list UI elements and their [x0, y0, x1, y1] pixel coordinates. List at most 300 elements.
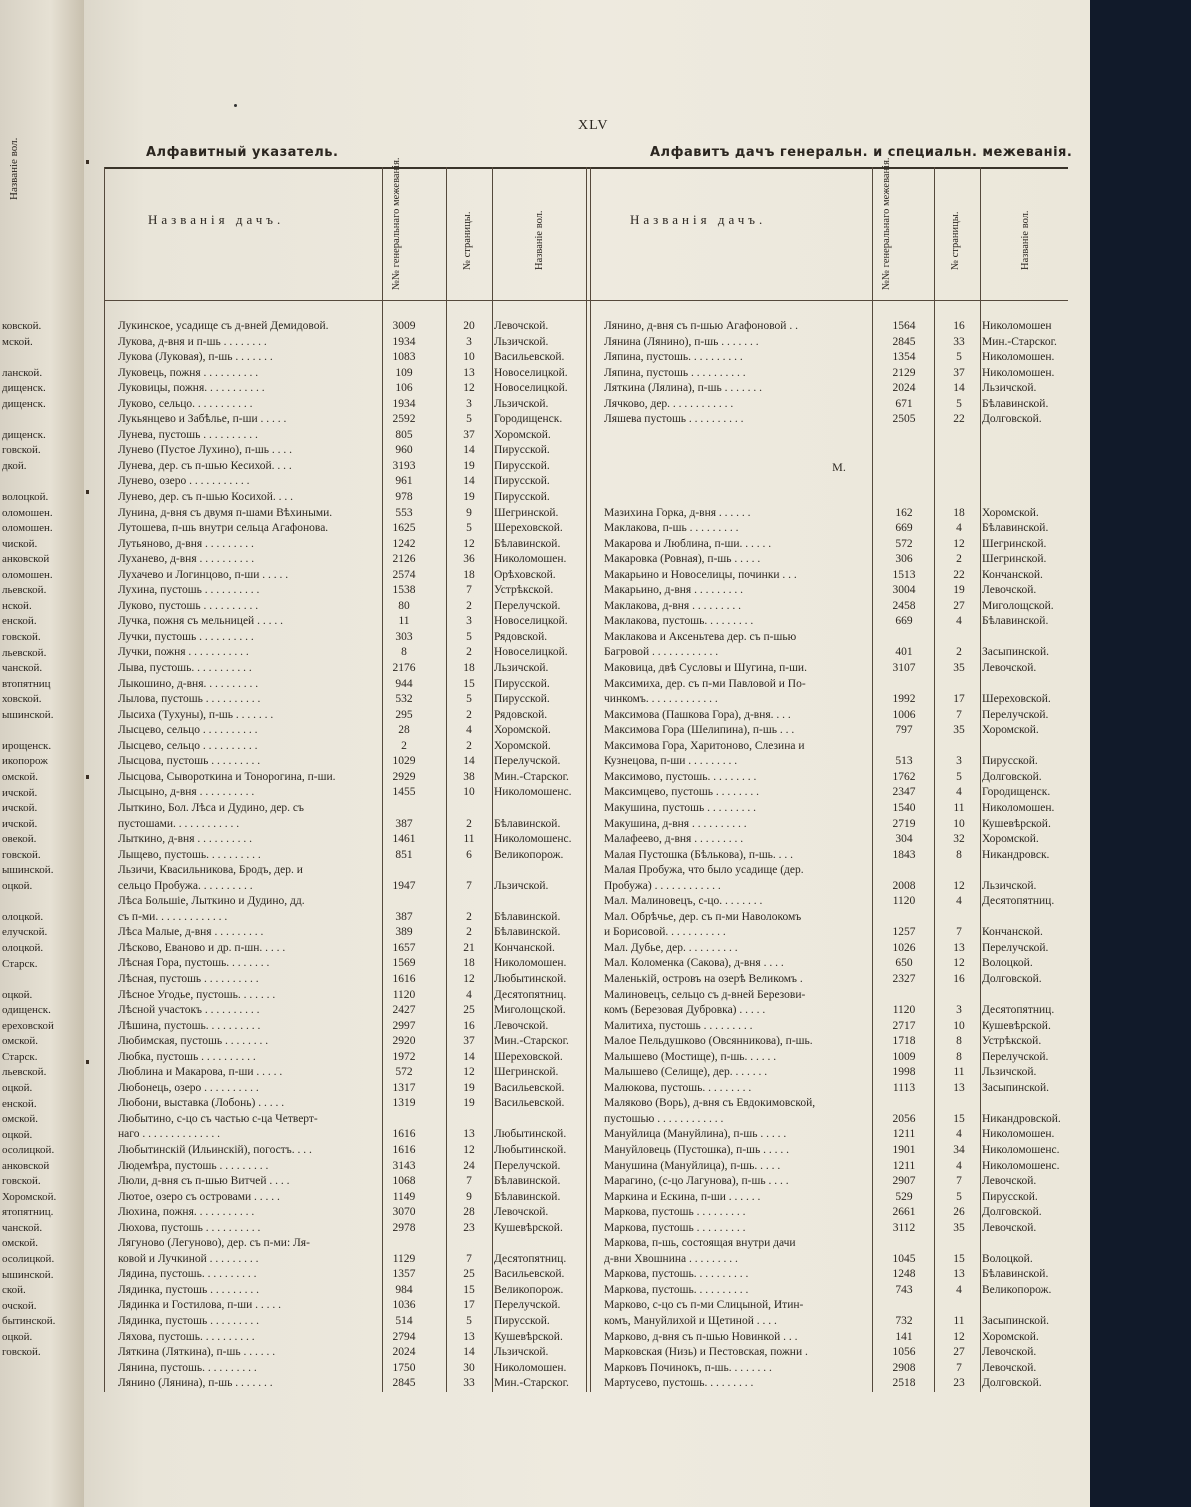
entry-volost: Льзичской.	[982, 382, 1037, 395]
entry-survey-number: 572	[395, 1066, 413, 1079]
entry-page: 15	[463, 1283, 475, 1296]
entry-name: Марковская (Низь) и Пестовская, пожни .	[604, 1346, 808, 1359]
entry-survey-number: 513	[895, 755, 913, 768]
entry-page: 6	[466, 848, 472, 861]
entry-page: 4	[956, 1283, 962, 1296]
entry-survey-number: 3107	[892, 662, 916, 675]
entry-name: Лунева, дер. съ п-шью Кесихой. . . .	[118, 459, 292, 472]
left-fragment-text: енской.	[2, 615, 37, 628]
entry-name: Луковець, пожня . . . . . . . . . .	[118, 366, 259, 379]
entry-name: Лукова, д-вня и п-шь . . . . . . . .	[118, 335, 267, 348]
entry-volost: Хоромской.	[982, 724, 1039, 737]
entry-survey-number: 2458	[892, 599, 916, 612]
entry-volost: Льзичской.	[982, 879, 1037, 892]
entry-page: 5	[466, 630, 472, 643]
entry-survey-number: 2024	[392, 1346, 416, 1359]
entry-survey-number: 1538	[392, 584, 416, 597]
entry-name: Ляткина (Лялина), п-шь . . . . . . .	[604, 382, 762, 395]
left-fragment-text: льевской.	[2, 1066, 47, 1079]
entry-name: Лунево, дер. съ п-шью Косихой. . . .	[118, 491, 294, 504]
entry-survey-number: 2845	[392, 1377, 416, 1390]
entry-survey-number: 109	[395, 366, 413, 379]
entry-survey-number: 2592	[392, 413, 416, 426]
entry-volost: Долговской.	[982, 1377, 1042, 1390]
entry-volost: Перелучской.	[494, 599, 561, 612]
entry-page: 36	[463, 553, 475, 566]
entry-volost: Великопорож.	[982, 1283, 1052, 1296]
entry-page: 18	[463, 568, 475, 581]
entry-name: Любони, выставка (Лобонь) . . . . .	[118, 1097, 285, 1110]
entry-volost: Волоцкой.	[982, 1252, 1033, 1265]
entry-name: Маляково (Ворь), д-вня съ Евдокимовской,	[604, 1097, 816, 1110]
entry-name: Ляпина, пустошь. . . . . . . . . .	[604, 351, 743, 364]
entry-survey-number: 387	[395, 910, 413, 923]
left-fragment-text: Старск.	[2, 1050, 38, 1063]
entry-survey-number: 1045	[892, 1252, 916, 1265]
entry-volost: Левочской.	[982, 584, 1037, 597]
entry-survey-number: 1120	[892, 1004, 916, 1017]
entry-name: Малафеево, д-вня . . . . . . . . .	[604, 833, 744, 846]
entry-page: 11	[953, 801, 965, 814]
entry-page: 16	[463, 1019, 475, 1032]
entry-volost: Васильевской.	[494, 351, 565, 364]
entry-name: Маркова, пустошь . . . . . . . . .	[604, 1206, 746, 1219]
entry-name: Маркова, пустошь. . . . . . . . . .	[604, 1283, 749, 1296]
left-fragment-text: дищенск.	[2, 382, 46, 395]
left-page-fragment	[0, 0, 84, 1507]
table-rule	[590, 167, 591, 1392]
entry-survey-number: 1947	[392, 879, 416, 892]
entry-name: Лысцова, Сывороткина и Тонорогина, п-ши.	[118, 770, 336, 783]
entry-survey-number: 1843	[892, 848, 916, 861]
entry-page: 7	[466, 1252, 472, 1265]
entry-survey-number: 3070	[392, 1206, 416, 1219]
left-fragment-text: анковской	[2, 553, 50, 566]
entry-name: комъ, Мануйлихой и Щетиной . . . .	[604, 1315, 777, 1327]
entry-page: 37	[463, 1035, 475, 1048]
entry-survey-number: 106	[395, 382, 413, 395]
entry-survey-number: 1455	[392, 786, 416, 799]
entry-name: Луханево, д-вня . . . . . . . . . .	[118, 553, 255, 566]
entry-volost: Левочской.	[982, 1221, 1037, 1234]
entry-survey-number: 1992	[892, 693, 916, 706]
entry-name: Любонець, озеро . . . . . . . . . .	[118, 1081, 259, 1094]
left-fragment-text: оломошен.	[2, 522, 53, 535]
entry-name: Люхова, пустошь . . . . . . . . . .	[118, 1221, 261, 1234]
entry-volost: Шегринской.	[494, 1066, 559, 1079]
entry-survey-number: 1242	[392, 537, 416, 550]
entry-page: 5	[466, 693, 472, 706]
entry-name: пустошью . . . . . . . . . . . .	[604, 1112, 724, 1125]
entry-name: Люли, д-вня съ п-шью Витчей . . . .	[118, 1175, 290, 1188]
entry-volost: Пирусской.	[494, 693, 550, 706]
entry-page: 13	[463, 366, 475, 379]
entry-name: Ляпина, пустошь . . . . . . . . . .	[604, 366, 746, 379]
pencil-dot	[234, 104, 237, 107]
entry-name: Багровой . . . . . . . . . . . .	[604, 646, 719, 659]
entry-survey-number: 306	[895, 553, 913, 566]
entry-survey-number: 1319	[392, 1097, 416, 1110]
entry-page: 32	[953, 833, 965, 846]
entry-name: Маковица, двѣ Сусловы и Шугина, п-ши.	[604, 662, 807, 675]
entry-volost: Льзичской.	[494, 397, 549, 410]
entry-name: ковой и Лучкиной . . . . . . . . .	[118, 1252, 259, 1265]
entry-volost: Бѣлавинской.	[982, 397, 1049, 410]
col-header-name-left: Названія дачъ.	[148, 212, 285, 227]
left-fragment-text: ятопятниц.	[2, 1206, 54, 1219]
left-fragment-text: осолицкой.	[2, 1253, 55, 1265]
entry-page: 4	[956, 895, 962, 908]
binding-stitch	[86, 775, 89, 779]
entry-name: Марагино, (с-цо Лагунова), п-шь . . . .	[604, 1175, 789, 1188]
entry-name: д-вни Хвошнина . . . . . . . . .	[604, 1252, 738, 1265]
entry-name: Маклакова и Аксеньтева дер. съ п-шью	[604, 630, 797, 643]
left-fragment-text: анковской	[2, 1159, 50, 1172]
entry-volost: Николомошенс.	[982, 1143, 1060, 1156]
entry-page: 14	[463, 1050, 475, 1063]
entry-page: 7	[956, 926, 962, 939]
entry-volost: Засыпинской.	[982, 646, 1050, 659]
entry-page: 11	[953, 1066, 965, 1079]
entry-page: 35	[953, 1221, 965, 1234]
entry-page: 3	[466, 335, 472, 348]
entry-volost: Льзичской.	[494, 879, 549, 892]
entry-name: Лянина (Лянино), п-шь . . . . . . .	[604, 335, 759, 348]
entry-page: 27	[953, 1346, 965, 1359]
table-rule	[104, 167, 105, 1392]
entry-survey-number: 3112	[892, 1221, 916, 1234]
entry-page: 2	[466, 926, 472, 939]
entry-volost: Мин.-Старског.	[494, 770, 569, 783]
entry-survey-number: 387	[395, 817, 413, 830]
entry-volost: Долговской.	[982, 413, 1042, 426]
entry-volost: Бѣлавинской.	[494, 817, 561, 830]
entry-volost: Левочской.	[982, 1361, 1037, 1374]
entry-name: Маклакова, пустошь. . . . . . . . .	[604, 615, 754, 628]
entry-page: 13	[953, 1268, 965, 1281]
entry-name: Мал. Обрѣчье, дер. съ п-ми Наволокомъ	[604, 910, 802, 923]
entry-survey-number: 141	[895, 1330, 913, 1343]
entry-page: 2	[956, 646, 962, 659]
entry-volost: Новоселицкой.	[494, 382, 568, 395]
entry-name: Лягуново (Легуново), дер. съ п-ми: Ля-	[118, 1237, 310, 1250]
entry-name: Лукьянцево и Забѣлье, п-ши . . . . .	[118, 413, 287, 426]
entry-name: Лѣсная Гора, пустошь. . . . . . . .	[118, 957, 270, 970]
entry-page: 14	[463, 1346, 475, 1359]
left-fragment-text: говской.	[2, 848, 41, 861]
entry-volost: Кончанской.	[494, 941, 555, 954]
entry-page: 7	[956, 1175, 962, 1188]
entry-volost: Волоцкой.	[982, 957, 1033, 970]
entry-name: Люхина, пожня. . . . . . . . . . .	[118, 1206, 255, 1219]
entry-survey-number: 1718	[892, 1035, 916, 1048]
entry-survey-number: 1068	[392, 1175, 416, 1188]
left-fragment-text: ышинской.	[2, 1268, 54, 1281]
binding-stitch	[86, 1060, 89, 1064]
entry-page: 10	[953, 1019, 965, 1032]
entry-page: 5	[466, 1315, 472, 1327]
entry-survey-number: 1998	[892, 1066, 916, 1079]
entry-volost: Левочской.	[982, 1346, 1037, 1359]
entry-volost: Пирусской.	[494, 459, 550, 472]
entry-page: 35	[953, 724, 965, 737]
entry-name: Малышево (Селище), дер. . . . . . .	[604, 1066, 768, 1079]
left-fragment-text: омской.	[2, 770, 39, 783]
entry-survey-number: 1026	[892, 941, 916, 954]
entry-page: 12	[463, 382, 475, 395]
entry-survey-number: 2024	[892, 382, 916, 395]
left-fragment-text: одищенск.	[2, 1004, 51, 1017]
entry-volost: Рядовской.	[494, 630, 548, 643]
entry-volost: Новоселицкой.	[494, 646, 568, 659]
left-fragment-text: елучской.	[2, 926, 48, 939]
entry-page: 21	[463, 941, 475, 954]
entry-volost: Кушевѣрской.	[494, 1330, 563, 1343]
entry-volost: Любытинской.	[494, 1128, 567, 1141]
entry-volost: Долговской.	[982, 972, 1042, 985]
entry-name: Мал. Коломенка (Сакова), д-вня . . . .	[604, 957, 784, 970]
entry-volost: Васильевской.	[494, 1268, 565, 1281]
entry-name: Лукова (Луковая), п-шь . . . . . . .	[118, 351, 273, 364]
entry-volost: Шегринской.	[982, 553, 1047, 566]
entry-volost: Миголощской.	[982, 599, 1054, 612]
entry-name: Манушина (Мануйлица), п-шь. . . . .	[604, 1159, 781, 1172]
header-rule	[104, 300, 1068, 301]
entry-page: 30	[463, 1361, 475, 1374]
left-fragment-text: говской.	[2, 444, 41, 457]
entry-survey-number: 797	[895, 724, 913, 737]
entry-name: сельцо Пробужа. . . . . . . . . .	[118, 879, 253, 892]
entry-survey-number: 8	[401, 646, 407, 659]
entry-volost: Рядовской.	[494, 708, 548, 721]
entry-name: Лѣшина, пустошь. . . . . . . . . .	[118, 1019, 261, 1032]
entry-volost: Кушевѣрской.	[494, 1221, 563, 1234]
entry-name: Лыткино, Бол. Лѣса и Дудино, дер. съ	[118, 801, 304, 814]
entry-volost: Шегринской.	[494, 506, 559, 519]
left-fragment-text: ереховской	[2, 1019, 54, 1032]
entry-volost: Левочской.	[494, 1206, 549, 1219]
entry-page: 5	[956, 397, 962, 410]
entry-name: Лядинка, пустошь . . . . . . . . .	[118, 1315, 259, 1327]
entry-name: Лутьяново, д-вня . . . . . . . . .	[118, 537, 254, 550]
left-fragment-text: втопятниц	[2, 677, 51, 690]
entry-survey-number: 1461	[392, 833, 416, 846]
entry-page: 11	[463, 833, 475, 846]
table-rule	[872, 167, 873, 1392]
entry-name: Лядинка, пустошь . . . . . . . . .	[118, 1283, 259, 1296]
entry-name: Лѣсное Угодье, пустошь. . . . . . .	[118, 988, 276, 1001]
entry-name: Маркова, п-шь, состоящая внутри дачи	[604, 1237, 796, 1250]
entry-name: Максимцево, пустошь . . . . . . . .	[604, 786, 760, 799]
entry-page: 7	[956, 1361, 962, 1374]
entry-page: 18	[953, 506, 965, 519]
entry-survey-number: 2978	[392, 1221, 416, 1234]
running-head-right: Алфавитъ дачъ генеральн. и специальн. межеванія.	[650, 145, 1073, 160]
entry-name: Малое Пельдушково (Овсянникова), п-шь.	[604, 1035, 813, 1048]
entry-survey-number: 303	[395, 630, 413, 643]
entry-name: Лысиха (Тухуны), п-шь . . . . . . .	[118, 708, 274, 721]
entry-volost: Николомошен	[982, 320, 1052, 332]
entry-volost: Пирусской.	[982, 1190, 1038, 1203]
entry-page: 17	[953, 693, 965, 706]
entry-page: 19	[953, 584, 965, 597]
entry-volost: Николомошенс.	[494, 786, 572, 799]
entry-name: Лылова, пустошь . . . . . . . . . .	[118, 693, 261, 706]
entry-volost: Шереховской.	[494, 522, 563, 535]
entry-survey-number: 2997	[392, 1019, 416, 1032]
entry-volost: Николомошен.	[494, 957, 567, 970]
entry-survey-number: 28	[398, 724, 410, 737]
left-fragment-text: волоцкой.	[2, 491, 49, 504]
entry-name: Лухачево и Логинцово, п-ши . . . . .	[118, 568, 289, 581]
binding-stitch	[86, 160, 89, 164]
entry-name: Малая Пустошка (Бѣлькова), п-шь. . . .	[604, 848, 794, 861]
entry-volost: Мин.-Старског.	[494, 1035, 569, 1048]
entry-volost: Перелучской.	[494, 1159, 561, 1172]
entry-survey-number: 2505	[892, 413, 916, 426]
entry-page: 8	[956, 848, 962, 861]
entry-name: Льзичи, Квасильникова, Бродъ, дер. и	[118, 864, 303, 877]
entry-page: 16	[953, 972, 965, 985]
entry-survey-number: 1149	[392, 1190, 416, 1203]
entry-page: 7	[956, 708, 962, 721]
entry-volost: Николомошен.	[494, 1361, 567, 1374]
entry-name: Луково, пустошь . . . . . . . . . .	[118, 599, 259, 612]
entry-name: комъ (Березовая Дубровка) . . . . .	[604, 1004, 766, 1017]
entry-volost: Левочской.	[494, 320, 549, 332]
entry-name: Лутошева, п-шь внутри сельца Агафонова.	[118, 522, 329, 535]
entry-survey-number: 1056	[892, 1346, 916, 1359]
entry-survey-number: 671	[895, 397, 913, 410]
entry-survey-number: 1625	[392, 522, 416, 535]
entry-volost: Николомошенс.	[494, 833, 572, 846]
left-fragment-text: ичской.	[2, 786, 38, 799]
entry-name: Макаровка (Ровная), п-шь . . . . .	[604, 553, 761, 566]
entry-survey-number: 1120	[892, 895, 916, 908]
entry-volost: Хоромской.	[982, 833, 1039, 846]
entry-survey-number: 1762	[892, 770, 916, 783]
left-fragment-text: Хоромской.	[2, 1190, 57, 1203]
entry-page: 2	[466, 817, 472, 830]
entry-survey-number: 2129	[892, 366, 916, 379]
entry-name: и Борисовой. . . . . . . . . . .	[604, 926, 726, 939]
table-rule	[492, 167, 493, 1392]
entry-survey-number: 2908	[892, 1361, 916, 1374]
entry-page: 12	[463, 1066, 475, 1079]
entry-page: 19	[463, 1081, 475, 1094]
left-fragment-text: ирощенск.	[2, 739, 52, 752]
entry-name: Макарьино, д-вня . . . . . . . . .	[604, 584, 743, 597]
col-header-page-right: № страницы.	[950, 211, 961, 270]
entry-survey-number: 1317	[392, 1081, 416, 1094]
entry-page: 16	[953, 320, 965, 332]
entry-page: 4	[956, 1159, 962, 1172]
entry-name: наго . . . . . . . . . . . . . .	[118, 1128, 220, 1141]
entry-name: Лысцова, пустошь . . . . . . . . .	[118, 755, 261, 768]
entry-name: Лѣсково, Еваново и др. п-шн. . . . .	[118, 941, 286, 954]
entry-volost: Льзичской.	[982, 1066, 1037, 1079]
entry-survey-number: 3004	[892, 584, 916, 597]
entry-name: Лучки, пожня . . . . . . . . . . .	[118, 646, 249, 659]
left-fragment-text: овекой.	[2, 833, 37, 846]
entry-page: 33	[953, 335, 965, 348]
entry-name: Лядина, пустошь. . . . . . . . . .	[118, 1268, 257, 1281]
entry-survey-number: 1616	[392, 1128, 416, 1141]
entry-page: 10	[463, 351, 475, 364]
entry-page: 7	[466, 1175, 472, 1188]
entry-volost: Пирусской.	[494, 677, 550, 690]
left-fragment-text: говской.	[2, 1346, 41, 1359]
entry-name: Лядинка и Гостилова, п-ши . . . . .	[118, 1299, 281, 1312]
entry-name: Малитиха, пустошь . . . . . . . . .	[604, 1019, 753, 1032]
entry-survey-number: 2574	[392, 568, 416, 581]
entry-survey-number: 1901	[892, 1143, 916, 1156]
entry-volost: Льзичской.	[494, 335, 549, 348]
entry-volost: Бѣлавинской.	[494, 537, 561, 550]
entry-volost: Никандровск.	[982, 848, 1050, 861]
left-fragment-text: омской.	[2, 1035, 39, 1048]
entry-survey-number: 732	[895, 1315, 913, 1327]
left-fragment-text: ышинской.	[2, 708, 54, 721]
entry-name: Максимова Гора, Харитоново, Слезина и	[604, 739, 805, 752]
entry-page: 18	[463, 957, 475, 970]
entry-page: 11	[953, 1315, 965, 1327]
entry-volost: Кончанской.	[982, 926, 1043, 939]
entry-volost: Шереховской.	[494, 1050, 563, 1063]
left-fragment-text: икопорож	[2, 755, 48, 768]
left-fragment-text: говской.	[2, 631, 41, 643]
entry-page: 22	[953, 413, 965, 426]
entry-survey-number: 1934	[392, 397, 416, 410]
left-fragment-text: енской.	[2, 1097, 37, 1110]
entry-survey-number: 669	[895, 615, 913, 628]
entry-volost: Пирусской.	[494, 1315, 550, 1327]
entry-page: 12	[463, 1143, 475, 1156]
entry-page: 8	[956, 1035, 962, 1048]
entry-volost: Любытинской.	[494, 1143, 567, 1156]
entry-page: 12	[953, 879, 965, 892]
entry-page: 5	[466, 522, 472, 535]
entry-page: 4	[956, 1128, 962, 1141]
entry-survey-number: 295	[395, 708, 413, 721]
entry-volost: Городищенск.	[982, 786, 1051, 799]
entry-volost: Николомошен.	[982, 801, 1055, 814]
entry-name: Ляткина (Ляткина), п-шь . . . . . .	[118, 1346, 276, 1359]
entry-survey-number: 1036	[392, 1299, 416, 1312]
entry-name: Малая Пробужа, что было усадище (дер.	[604, 864, 804, 877]
entry-page: 24	[463, 1159, 475, 1172]
entry-survey-number: 1616	[392, 1143, 416, 1156]
entry-survey-number: 1357	[392, 1268, 416, 1281]
entry-survey-number: 2719	[892, 817, 916, 830]
entry-name: Лукинское, усадище съ д-вней Демидовой.	[118, 320, 329, 332]
entry-survey-number: 2427	[392, 1004, 416, 1017]
entry-volost: Пирусской.	[494, 491, 550, 504]
entry-name: Маленькій, островъ на озерѣ Великомъ .	[604, 972, 803, 985]
left-fragment-text: омской.	[2, 1113, 39, 1126]
entry-name: Пробужа) . . . . . . . . . . . .	[604, 879, 721, 892]
entry-survey-number: 978	[395, 491, 413, 504]
entry-name: Лухина, пустошь . . . . . . . . . .	[118, 584, 260, 597]
entry-name: Марково, с-цо съ п-ми Слицыной, Итин-	[604, 1299, 804, 1312]
entry-name: Максимова Гора (Шелипина), п-шь . . .	[604, 724, 795, 737]
entry-volost: Николомошен.	[982, 1128, 1055, 1141]
entry-survey-number: 553	[395, 506, 413, 519]
entry-volost: Великопорож.	[494, 1283, 564, 1296]
entry-volost: Засыпинской.	[982, 1081, 1050, 1094]
entry-volost: Новоселицкой.	[494, 615, 568, 628]
entry-survey-number: 2661	[892, 1206, 916, 1219]
